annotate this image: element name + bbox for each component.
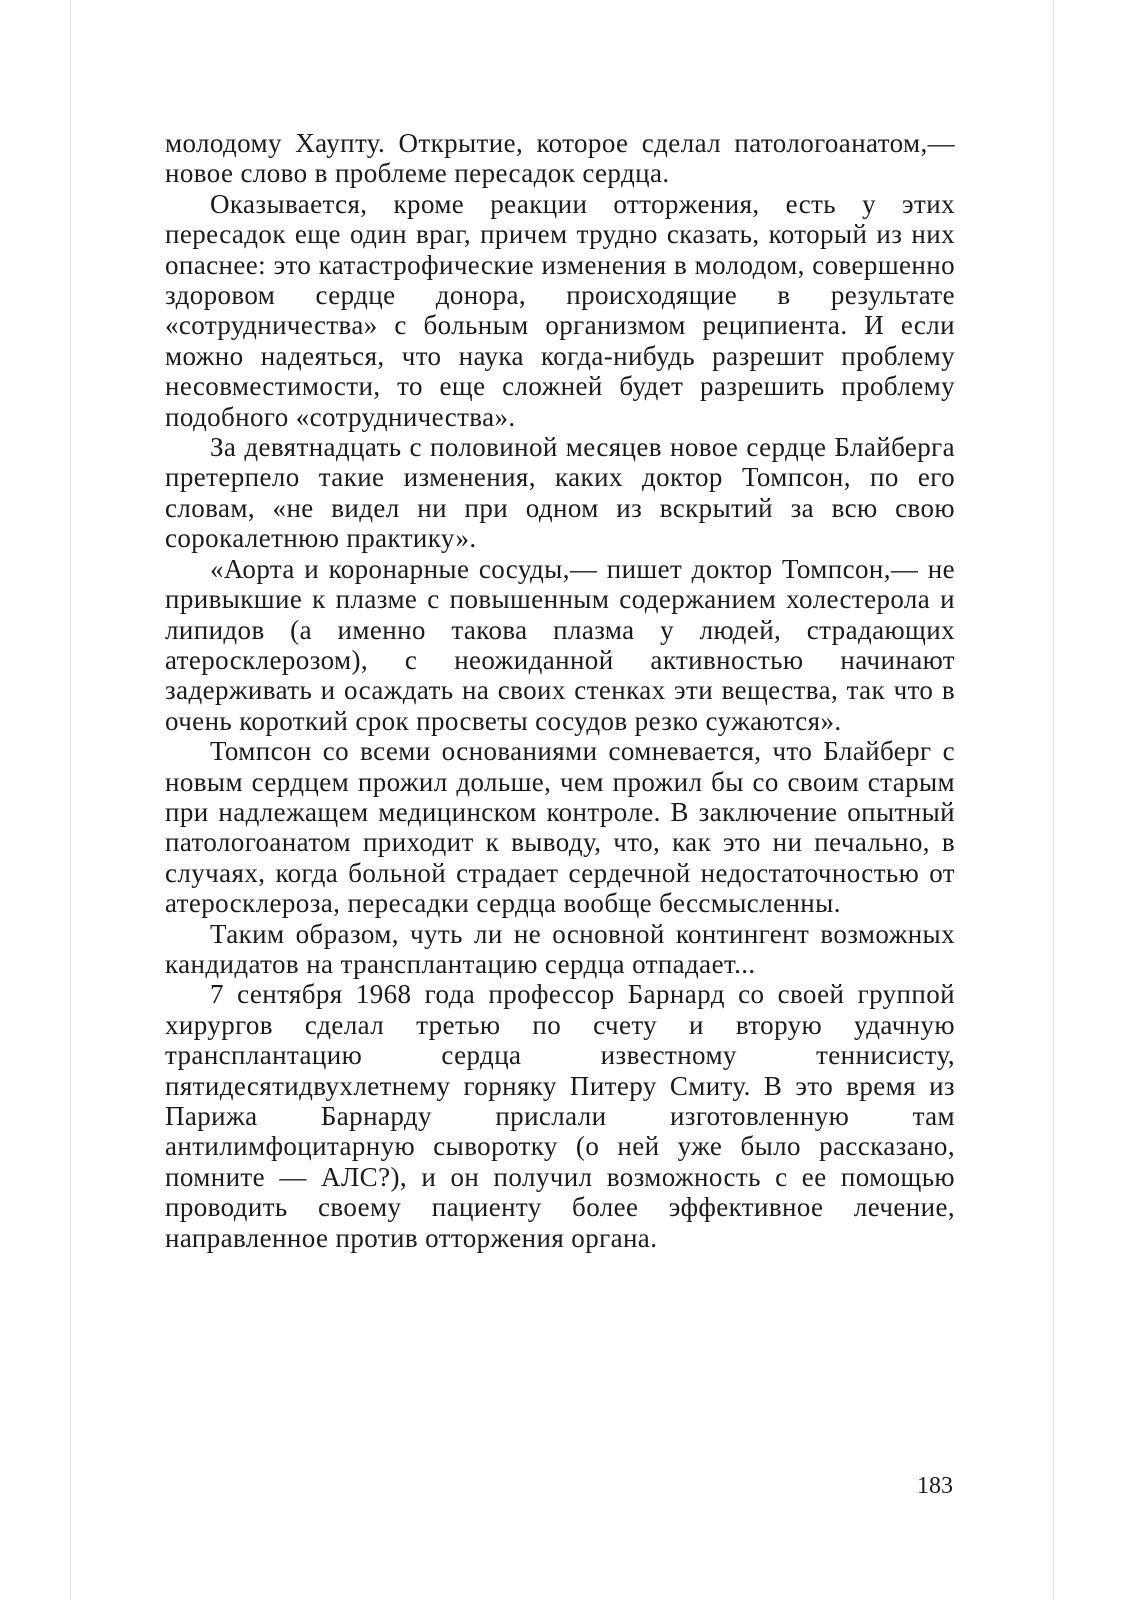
paragraph-6: Таким образом, чуть ли не основной контингент возможных кандидатов на трансплантацию сердца отпадает... <box>165 918 955 979</box>
paragraph-2: Оказывается, кроме реакции отторжения, есть у этих пересадок еще один враг, причем трудно сказать, который из них опаснее: это катастрофические изменения в молодом, совершенно здоровом сердце донора, происходящие в результате «сотрудничества» с больным организмом реципиента. И если можно надеяться, что наука когда-нибудь разрешит проблему несовместимости, то еще сложней будет разрешить проблему подобного «сотрудничества». <box>165 188 955 432</box>
paragraph-4: «Аорта и коронарные сосуды,— пишет доктор Томпсон,— не привыкшие к плазме с повышенным содержанием холестерола и липидов (а именно такова плазма у людей, страдающих атеросклерозом), с неожиданной активностью начинают задерживать и осаждать на своих стенках эти вещества, так что в очень короткий срок просветы сосудов резко сужаются». <box>165 553 955 736</box>
paragraph-1: молодому Хаупту. Открытие, которое сделал патологоанатом,— новое слово в проблеме пересадок сердца. <box>165 128 955 189</box>
paragraph-3: За девятнадцать с половиной месяцев новое сердце Блайберга претерпело такие изменения, каких доктор Томпсон, по его словам, «не видел ни при одном из вскрытий за всю свою сорокалетнюю практику». <box>165 432 955 554</box>
paragraph-5: Томпсон со всеми основаниями сомневается, что Блайберг с новым сердцем прожил дольше, чем прожил бы со своим старым при надлежащем медицинском контроле. В заключение опытный патологоанатом приходит к выводу, что, как это ни печально, в случаях, когда больной страдает сердечной недостаточностью от атеросклероза, пересадки сердца вообще бессмысленны. <box>165 736 955 919</box>
paragraph-7: 7 сентября 1968 года профессор Барнард со своей группой хирургов сделал третью по счету и вторую удачную трансплантацию сердца известному теннисисту, пятидесятидвухлетнему горняку Питеру Смиту. В это время из Парижа Барнарду прислали изготовленную там антилимфоцитарную сыворотку (о ней уже было рассказано, помните — АЛС?), и он получил возможность с ее помощью проводить своему пациенту более эффективное лечение, направленное против отторжения органа. <box>165 979 955 1253</box>
page-number: 183 <box>917 1473 953 1499</box>
body-text <box>165 128 955 1253</box>
